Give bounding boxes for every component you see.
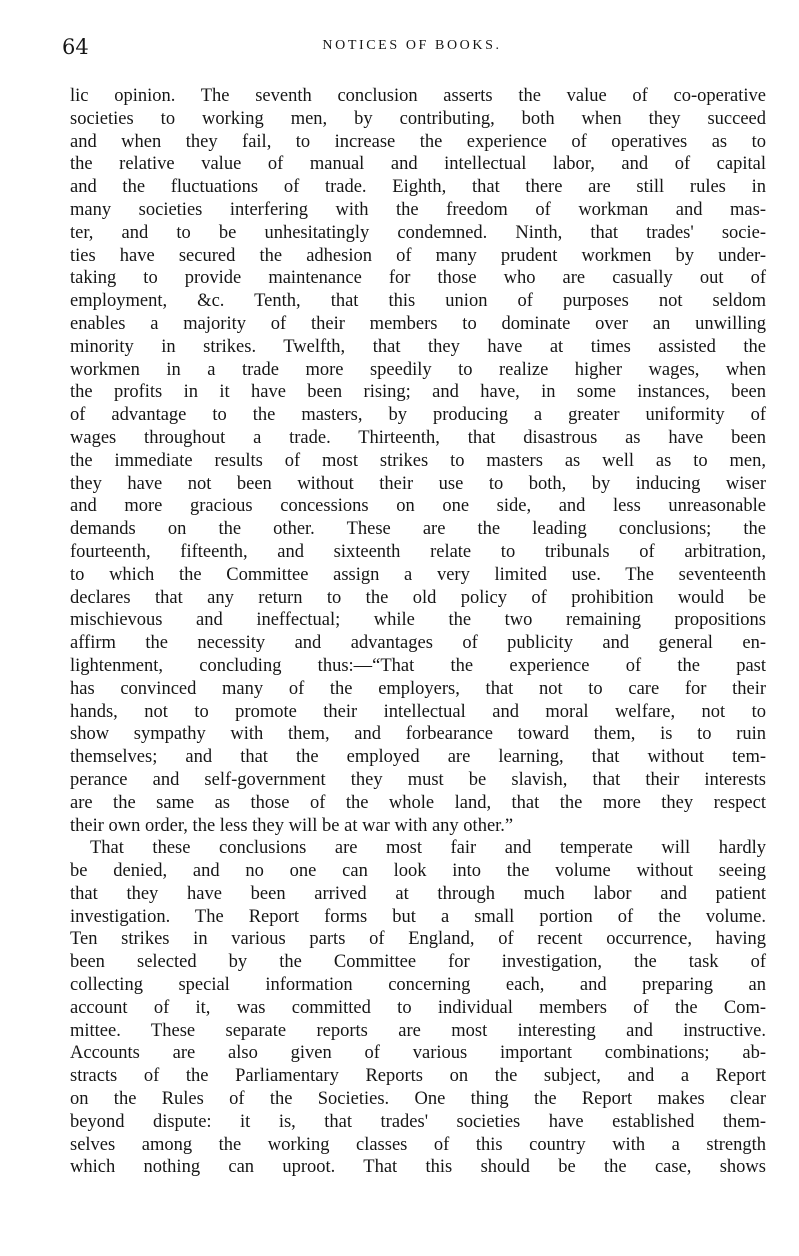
paragraph-end-line: their own order, the less they will be at war with any other.”: [70, 815, 514, 836]
text-line: affirm the necessity and advantages of publicity and general en-: [70, 633, 766, 654]
text-line: demands on the other. These are the leading conclusions; the: [70, 519, 766, 540]
text-line: stracts of the Parliamentary Reports on the subject, and a Report: [70, 1066, 766, 1087]
text-line: lic opinion. The seventh conclusion asserts the value of co-operative: [70, 86, 766, 106]
text-line: taking to provide maintenance for those who are casually out of: [70, 268, 766, 289]
text-line: employment, &c. Tenth, that this union of purposes not seldom: [70, 291, 766, 312]
body-text: [70, 85, 766, 1179]
text-line: mischievous and ineffectual; while the two remaining propositions: [70, 610, 766, 631]
text-line: and the fluctuations of trade. Eighth, that there are still rules in: [70, 177, 766, 198]
text-line: on the Rules of the Societies. One thing the Report makes clear: [70, 1089, 766, 1110]
text-line: Accounts are also given of various important combinations; ab-: [70, 1043, 766, 1064]
text-line: has convinced many of the employers, that not to care for their: [70, 678, 766, 699]
text-line: the profits in it have been rising; and have, in some instances, been: [70, 382, 766, 403]
text-line: hands, not to promote their intellectual and moral welfare, not to: [70, 701, 766, 722]
text-line: declares that any return to the old policy of prohibition would be: [70, 587, 766, 608]
text-line: themselves; and that the employed are learning, that without tem-: [70, 747, 766, 768]
page-header: [62, 34, 762, 64]
text-line: workmen in a trade more speedily to realize higher wages, when: [70, 359, 766, 380]
text-line: show sympathy with them, and forbearance toward them, is to ruin: [70, 724, 766, 745]
text-line: selves among the working classes of this country with a strength: [70, 1134, 766, 1155]
text-line: investigation. The Report forms but a small portion of the volume.: [70, 906, 766, 927]
text-line: they have not been without their use to both, by inducing wiser: [70, 473, 766, 494]
text-line: beyond dispute: it is, that trades' societies have established them-: [70, 1111, 766, 1132]
text-line: which nothing can uproot. That this should be the case, shows: [70, 1157, 766, 1178]
text-line: Ten strikes in various parts of England, of recent occurrence, having: [70, 929, 766, 950]
text-line: and when they fail, to increase the experience of operatives as to: [70, 131, 766, 152]
text-line: societies to working men, by contributing, both when they succeed: [70, 108, 766, 129]
text-line: ties have secured the adhesion of many prudent workmen by under-: [70, 245, 766, 266]
text-line: wages throughout a trade. Thirteenth, that disastrous as have been: [70, 427, 766, 448]
text-line: lightenment, concluding thus:—“That the experience of the past: [70, 655, 766, 676]
text-line: the relative value of manual and intellectual labor, and of capital: [70, 154, 766, 175]
text-line: be denied, and no one can look into the volume without seeing: [70, 861, 766, 882]
text-line: are the same as those of the whole land, that the more they respect: [70, 792, 766, 813]
text-line: mittee. These separate reports are most interesting and instructive.: [70, 1020, 766, 1041]
text-line: the immediate results of most strikes to masters as well as to men,: [70, 450, 766, 471]
text-line: many societies interfering with the freedom of workman and mas-: [70, 199, 766, 220]
text-line: that they have been arrived at through much labor and patient: [70, 883, 766, 904]
text-line: perance and self-government they must be slavish, that their interests: [70, 769, 766, 790]
text-line: of advantage to the masters, by producing a greater uniformity of: [70, 405, 766, 426]
paragraph-start-line: That these conclusions are most fair and temperate will hardly: [90, 838, 766, 859]
text-line: account of it, was committed to individual members of the Com-: [70, 997, 766, 1018]
text-line: been selected by the Committee for investigation, the task of: [70, 952, 766, 973]
page-number: 64: [62, 35, 89, 59]
text-line: enables a majority of their members to dominate over an unwilling: [70, 313, 766, 334]
text-line: ter, and to be unhesitatingly condemned. Ninth, that trades' socie-: [70, 222, 766, 243]
text-line: and more gracious concessions on one side, and less unreasonable: [70, 496, 766, 517]
text-line: to which the Committee assign a very limited use. The seventeenth: [70, 564, 766, 585]
text-line: fourteenth, fifteenth, and sixteenth relate to tribunals of arbitration,: [70, 541, 766, 562]
text-line: collecting special information concerning each, and preparing an: [70, 975, 766, 996]
running-title: NOTICES OF BOOKS.: [322, 38, 502, 53]
text-line: minority in strikes. Twelfth, that they have at times assisted the: [70, 336, 766, 357]
